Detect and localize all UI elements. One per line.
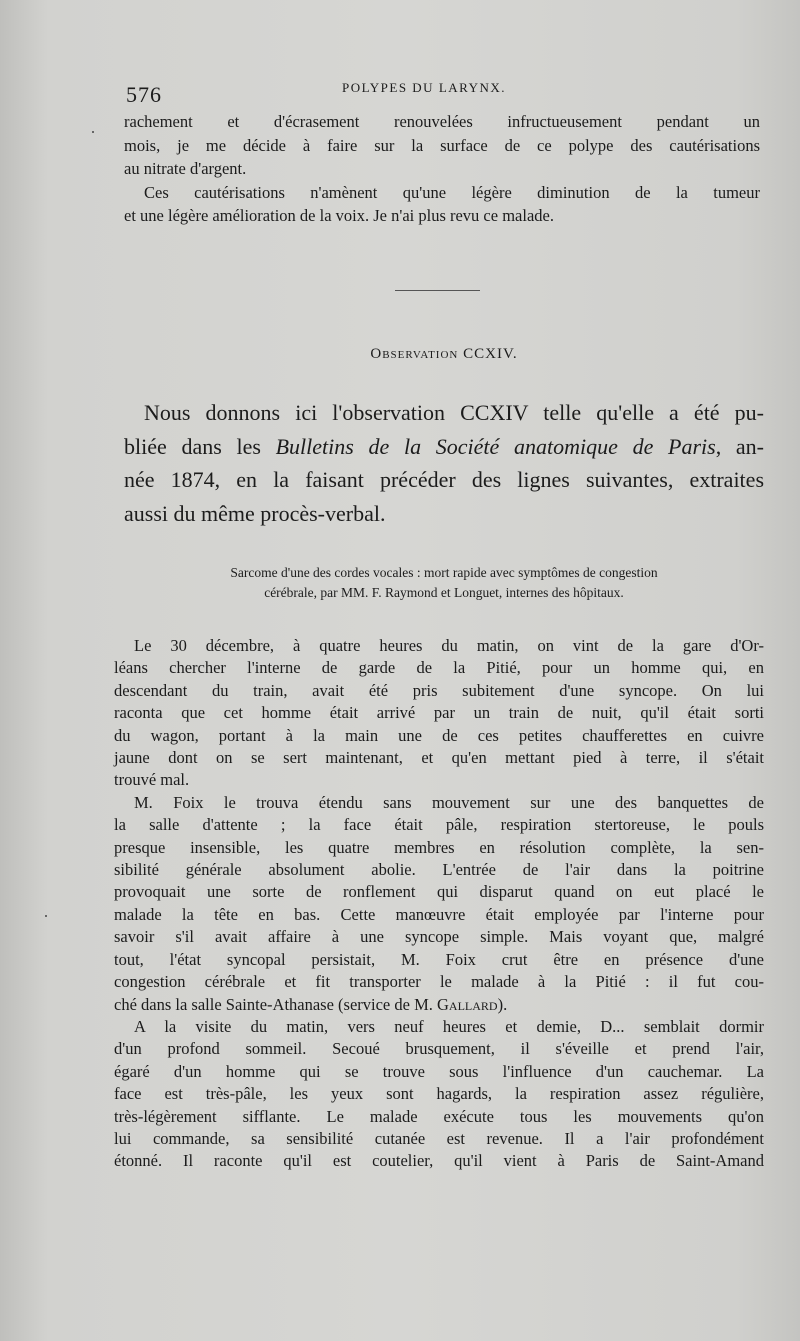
case-subtitle xyxy=(124,563,764,603)
journal-title: Bulletins de la Société anatomique de Paris xyxy=(275,433,716,459)
text-line: savoir s'il avait affaire à une syncope simple. Mais voyant que, malgré xyxy=(114,927,764,947)
text-line: sibilité générale absolument abolie. L'entrée de l'air dans la poitrine xyxy=(114,860,764,880)
observation-intro xyxy=(124,396,764,530)
text-line: d'un profond sommeil. Secoué brusquement, il s'éveille et prend l'air, xyxy=(114,1039,764,1059)
ink-speck xyxy=(92,131,94,133)
text-line: et une légère amélioration de la voix. Je n'ai plus revu ce malade. xyxy=(124,206,554,225)
text-line: trouvé mal. xyxy=(114,770,190,790)
text-line: jaune dont on se sert maintenant, et qu'en mettant pied à terre, il s'était xyxy=(114,748,764,768)
text-fragment: ché dans la salle Sainte-Athanase (service de M. xyxy=(114,994,437,1014)
text-line xyxy=(114,994,764,1016)
text-line: Ces cautérisations n'amènent qu'une légère diminution de la tumeur xyxy=(144,182,760,202)
text-line: provoquait une sorte de ronflement qui disparut quand on eut placé le xyxy=(114,882,764,902)
text-line: née 1874, en la faisant précéder des lignes suivantes, extraites xyxy=(124,467,764,492)
text-line: étonné. Il raconte qu'il est coutelier, qu'il vient à Paris de Saint-Amand xyxy=(114,1151,764,1171)
text-fragment: ). xyxy=(497,994,508,1014)
section-divider xyxy=(395,290,480,291)
case-body xyxy=(114,635,764,1173)
ink-speck xyxy=(45,915,47,917)
text-line: lui commande, sa sensibilité cutanée est revenue. Il a l'air profondément xyxy=(114,1128,764,1148)
paragraph xyxy=(114,635,764,792)
text-line: descendant du train, avait été pris subitement d'une syncope. On lui xyxy=(114,680,764,700)
text-line: égaré d'un homme qui se trouve sous l'influence d'un cauchemar. La xyxy=(114,1061,764,1081)
text-line: très-légèrement sifflante. Le malade exécute tous les mouvements qu'on xyxy=(114,1106,764,1126)
running-title: POLYPES DU LARYNX. xyxy=(342,80,507,95)
text-line: au nitrate d'argent. xyxy=(124,159,247,178)
text-fragment: bliée dans les xyxy=(124,433,276,459)
text-line: presque insensible, les quatre membres en résolution complète, la sen- xyxy=(114,837,764,857)
text-line: face est très-pâle, les yeux sont hagards, la respiration assez régulière, xyxy=(114,1084,764,1104)
subtitle-line: cérébrale, par MM. F. Raymond et Longuet, internes des hôpitaux. xyxy=(264,585,624,600)
text-line: la salle d'attente ; la face était pâle, respiration stertoreuse, le pouls xyxy=(114,815,764,835)
text-line: congestion cérébrale et fit transporter le malade à la Pitié : il fut cou- xyxy=(114,972,764,992)
person-name: Gallard xyxy=(437,994,498,1014)
text-line: Le 30 décembre, à quatre heures du matin, on vint de la gare d'Or- xyxy=(134,636,764,655)
observation-heading: Observation CCXIV. xyxy=(370,346,518,362)
text-line: raconta que cet homme était arrivé par un train de nuit, qu'il était sorti xyxy=(114,703,764,723)
text-line: tout, l'état syncopal persistait, M. Foix crut être en présence d'une xyxy=(114,949,764,969)
text-line: A la visite du matin, vers neuf heures et demie, D... semblait dormir xyxy=(134,1016,764,1036)
text-line: mois, je me décide à faire sur la surface de ce polype des cautérisations xyxy=(124,135,760,155)
text-line: léans chercher l'interne de garde de la Pitié, pour un homme qui, en xyxy=(114,658,764,678)
text-line: M. Foix le trouva étendu sans mouvement sur une des banquettes de xyxy=(134,792,764,812)
paragraph xyxy=(114,1016,764,1173)
text-line: Nous donnons ici l'observation CCXIV telle qu'elle a été pu- xyxy=(144,400,764,425)
running-head xyxy=(124,78,764,108)
page-number: 576 xyxy=(126,82,162,107)
text-line: malade la tête en bas. Cette manœuvre était employée par l'interne pour xyxy=(114,904,764,924)
text-line: du wagon, portant à la main une de ces petites chaufferettes en cuivre xyxy=(114,725,764,745)
subtitle-line: Sarcome d'une des cordes vocales : mort rapide avec symptômes de congestion xyxy=(230,565,658,580)
intro-text xyxy=(124,110,760,228)
text-line: aussi du même procès-verbal. xyxy=(124,500,386,526)
text-fragment: , an- xyxy=(715,433,764,459)
paragraph xyxy=(114,792,764,1016)
text-line xyxy=(124,430,764,464)
text-line: rachement et d'écrasement renouvelées infructueusement pendant un xyxy=(124,112,760,131)
